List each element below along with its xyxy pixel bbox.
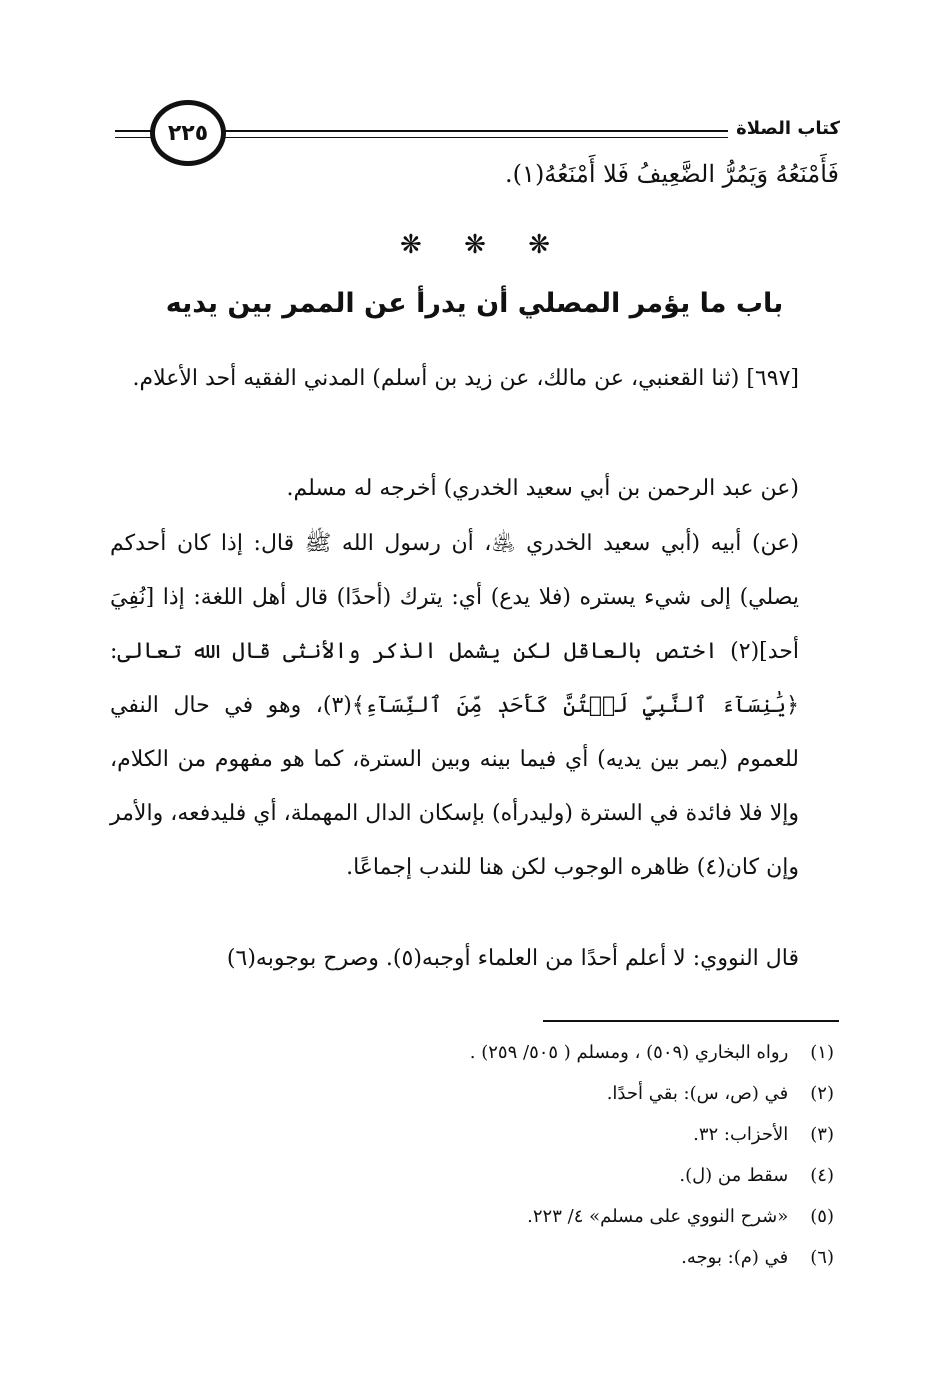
footnote-divider	[543, 1020, 839, 1022]
footnote-item	[150, 1073, 834, 1114]
continued-text-line: فَأَمْنَعُهُ وَيَمُرُّ الضَّعِيفُ فَلا أَمْنَعُهُ(١).	[505, 160, 839, 188]
paragraph-commentary: (عن) أبيه (أبي سعيد الخدري ﵁، أن رسول الله ﷺ قال: إذا كان أحدكم يصلي) إلى شيء يستره (فلا يدع) أي: يترك (أحدًا) قال أهل اللغة: إذا [نُفِيَ أحد](٢) اختص بالعاقل لكن يشمل الذكر والأنثى قال الله تعالى: ﴿يَٰنِسَآءَ ٱلنَّبِيِّ لَسۡتُنَّ كَأَحَدٖ مِّنَ ٱلنِّسَآءِ﴾(٣)، وهو في حال النفي للعموم (يمر بين يديه) أي فيما بينه وبين السترة، كما هو مفهوم من الكلام، وإلا فلا فائدة في السترة (وليدرأه) بإسكان الدال المهملة، أي فليدفعه، والأمر وإن كان(٤) ظاهره الوجوب لكن هنا للندب إجماعًا.	[110, 531, 799, 880]
paragraph-nawawi: قال النووي: لا أعلم أحدًا من العلماء أوجبه(٥). وصرح بوجوبه(٦)	[226, 946, 799, 971]
footnote-number: (٥)	[810, 1206, 834, 1227]
footnote-item	[150, 1155, 834, 1196]
footnote-item	[150, 1237, 834, 1278]
separator-star-icon: ❋	[400, 230, 422, 260]
footnote-text: الأحزاب: ٣٢.	[693, 1124, 789, 1145]
paragraph-hadith-number: [٦٩٧] (ثنا القعنبي، عن مالك، عن زيد بن أسلم) المدني الفقيه أحد الأعلام.	[132, 366, 799, 391]
footnote-text: رواه البخاري (٥٠٩) ، ومسلم ( ٥٠٥/ ٢٥٩) .	[469, 1042, 789, 1063]
page-number-badge: ٢٢٥	[150, 100, 226, 166]
footnote-text: في (ص، س): بقي أحدًا.	[606, 1083, 789, 1104]
footnote-item	[150, 1114, 834, 1155]
footnote-number: (٤)	[810, 1165, 834, 1186]
footnote-text: سقط من (ل).	[679, 1165, 789, 1186]
footnote-item	[150, 1196, 834, 1237]
footnote-number: (٣)	[810, 1124, 834, 1145]
footnote-number: (٢)	[810, 1083, 834, 1104]
footnote-number: (٦)	[810, 1247, 834, 1268]
footnote-item	[150, 1032, 834, 1073]
separator-star-icon: ❋	[464, 230, 486, 260]
footnote-text: «شرح النووي على مسلم» ٤/ ٢٢٣.	[527, 1206, 789, 1227]
footnote-number: (١)	[810, 1042, 834, 1063]
chapter-title: باب ما يؤمر المصلي أن يدرأ عن الممر بين يديه	[165, 288, 784, 319]
separator-star-icon: ❋	[528, 230, 550, 260]
paragraph-narrator: (عن عبد الرحمن بن أبي سعيد الخدري) أخرجه له مسلم.	[286, 476, 799, 501]
footnotes-list	[150, 1032, 834, 1278]
footnote-text: في (م): بوجه.	[681, 1247, 789, 1268]
section-separator	[400, 230, 550, 260]
running-title: كتاب الصلاة	[728, 118, 840, 139]
